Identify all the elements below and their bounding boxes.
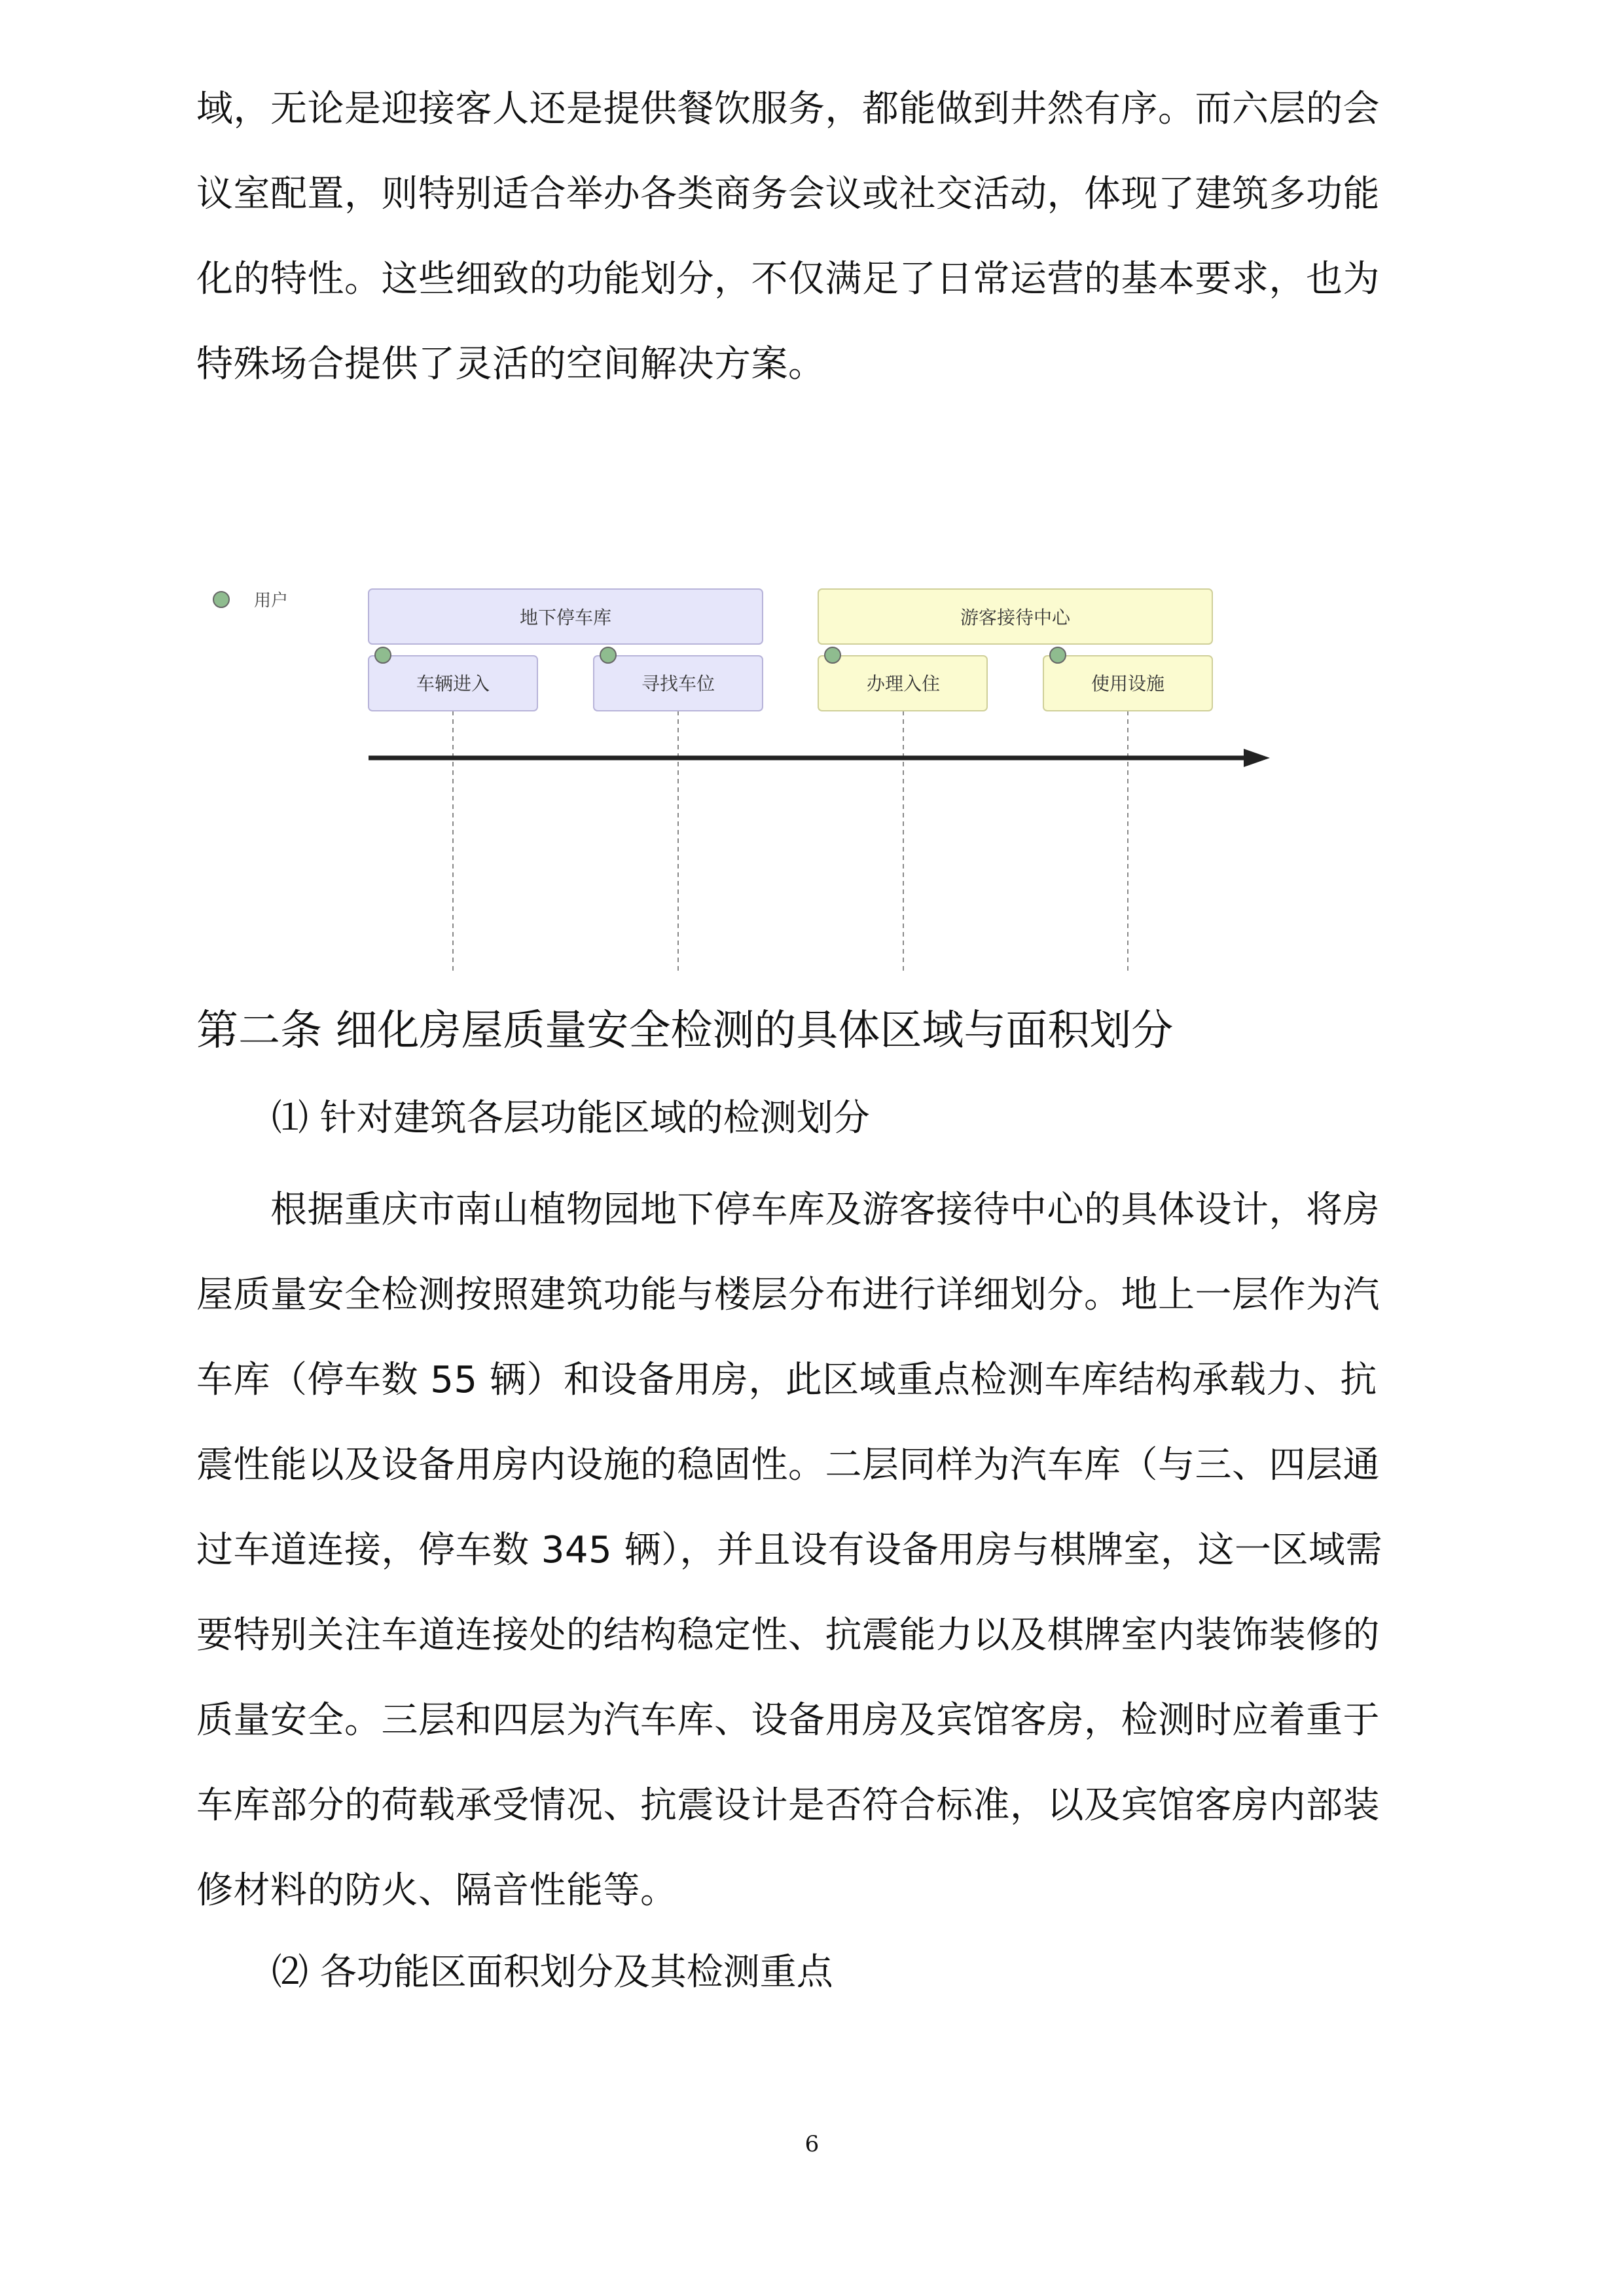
- user-journey-diagram: [196, 563, 1283, 988]
- subsection-title-1: ⑴ 针对建筑各层功能区域的检测划分: [272, 1097, 870, 1139]
- body-line: 要特别关注车道连接处的结构稳定性、抗震能力以及棋牌室内装饰装修的: [196, 1614, 1380, 1657]
- body-line: 屋质量安全检测按照建筑功能与楼层分布进行详细划分。地上一层作为汽: [196, 1274, 1380, 1316]
- task-label: 办理入住: [866, 673, 941, 694]
- actor-marker: [600, 647, 616, 663]
- body-line: 过车道连接，停车数 345 辆），并且设有设备用房与棋牌室，这一区域需: [196, 1529, 1382, 1571]
- intro-line: 特殊场合提供了灵活的空间解决方案。: [196, 343, 825, 386]
- body-line: 车库部分的荷载承受情况、抗震设计是否符合标准，以及宾馆客房内部装: [196, 1784, 1380, 1827]
- intro-line: 议室配置，则特别适合举办各类商务会议或社交活动，体现了建筑多功能: [196, 173, 1380, 215]
- actor-marker: [375, 647, 391, 663]
- section-title-parking: 地下停车库: [519, 607, 612, 628]
- intro-line: 域，无论是迎接客人还是提供餐饮服务，都能做到井然有序。而六层的会: [196, 88, 1380, 130]
- body-line: 震性能以及设备用房内设施的稳固性。二层同样为汽车库（与三、四层通: [196, 1444, 1380, 1486]
- task-label: 寻找车位: [641, 673, 715, 694]
- intro-line: 化的特性。这些细致的功能划分，不仅满足了日常运营的基本要求，也为: [196, 258, 1380, 300]
- timeline-arrow-head: [1244, 749, 1270, 767]
- legend-label: 用户: [254, 591, 289, 611]
- page-number: 6: [804, 2131, 820, 2157]
- body-line: 质量安全。三层和四层为汽车库、设备用房及宾馆客房，检测时应着重于: [196, 1699, 1380, 1742]
- actor-marker: [825, 647, 840, 663]
- actor-marker: [1050, 647, 1066, 663]
- body-paragraph: [196, 1168, 1440, 1933]
- intro-paragraph: [196, 67, 1440, 407]
- body-line: 车库（停车数 55 辆）和设备用房，此区域重点检测车库结构承载力、抗: [196, 1359, 1377, 1401]
- section-title-visitor-center: 游客接待中心: [960, 607, 1071, 628]
- section-heading: 第二条 细化房屋质量安全检测的具体区域与面积划分: [196, 1007, 1174, 1055]
- task-label: 使用设施: [1091, 673, 1165, 694]
- task-label: 车辆进入: [416, 673, 490, 694]
- body-line: 修材料的防火、隔音性能等。: [196, 1869, 677, 1912]
- legend-marker: [213, 592, 229, 607]
- body-line: 根据重庆市南山植物园地下停车库及游客接待中心的具体设计，将房: [196, 1189, 1380, 1231]
- subsection-title-2: ⑵ 各功能区面积划分及其检测重点: [272, 1951, 833, 1994]
